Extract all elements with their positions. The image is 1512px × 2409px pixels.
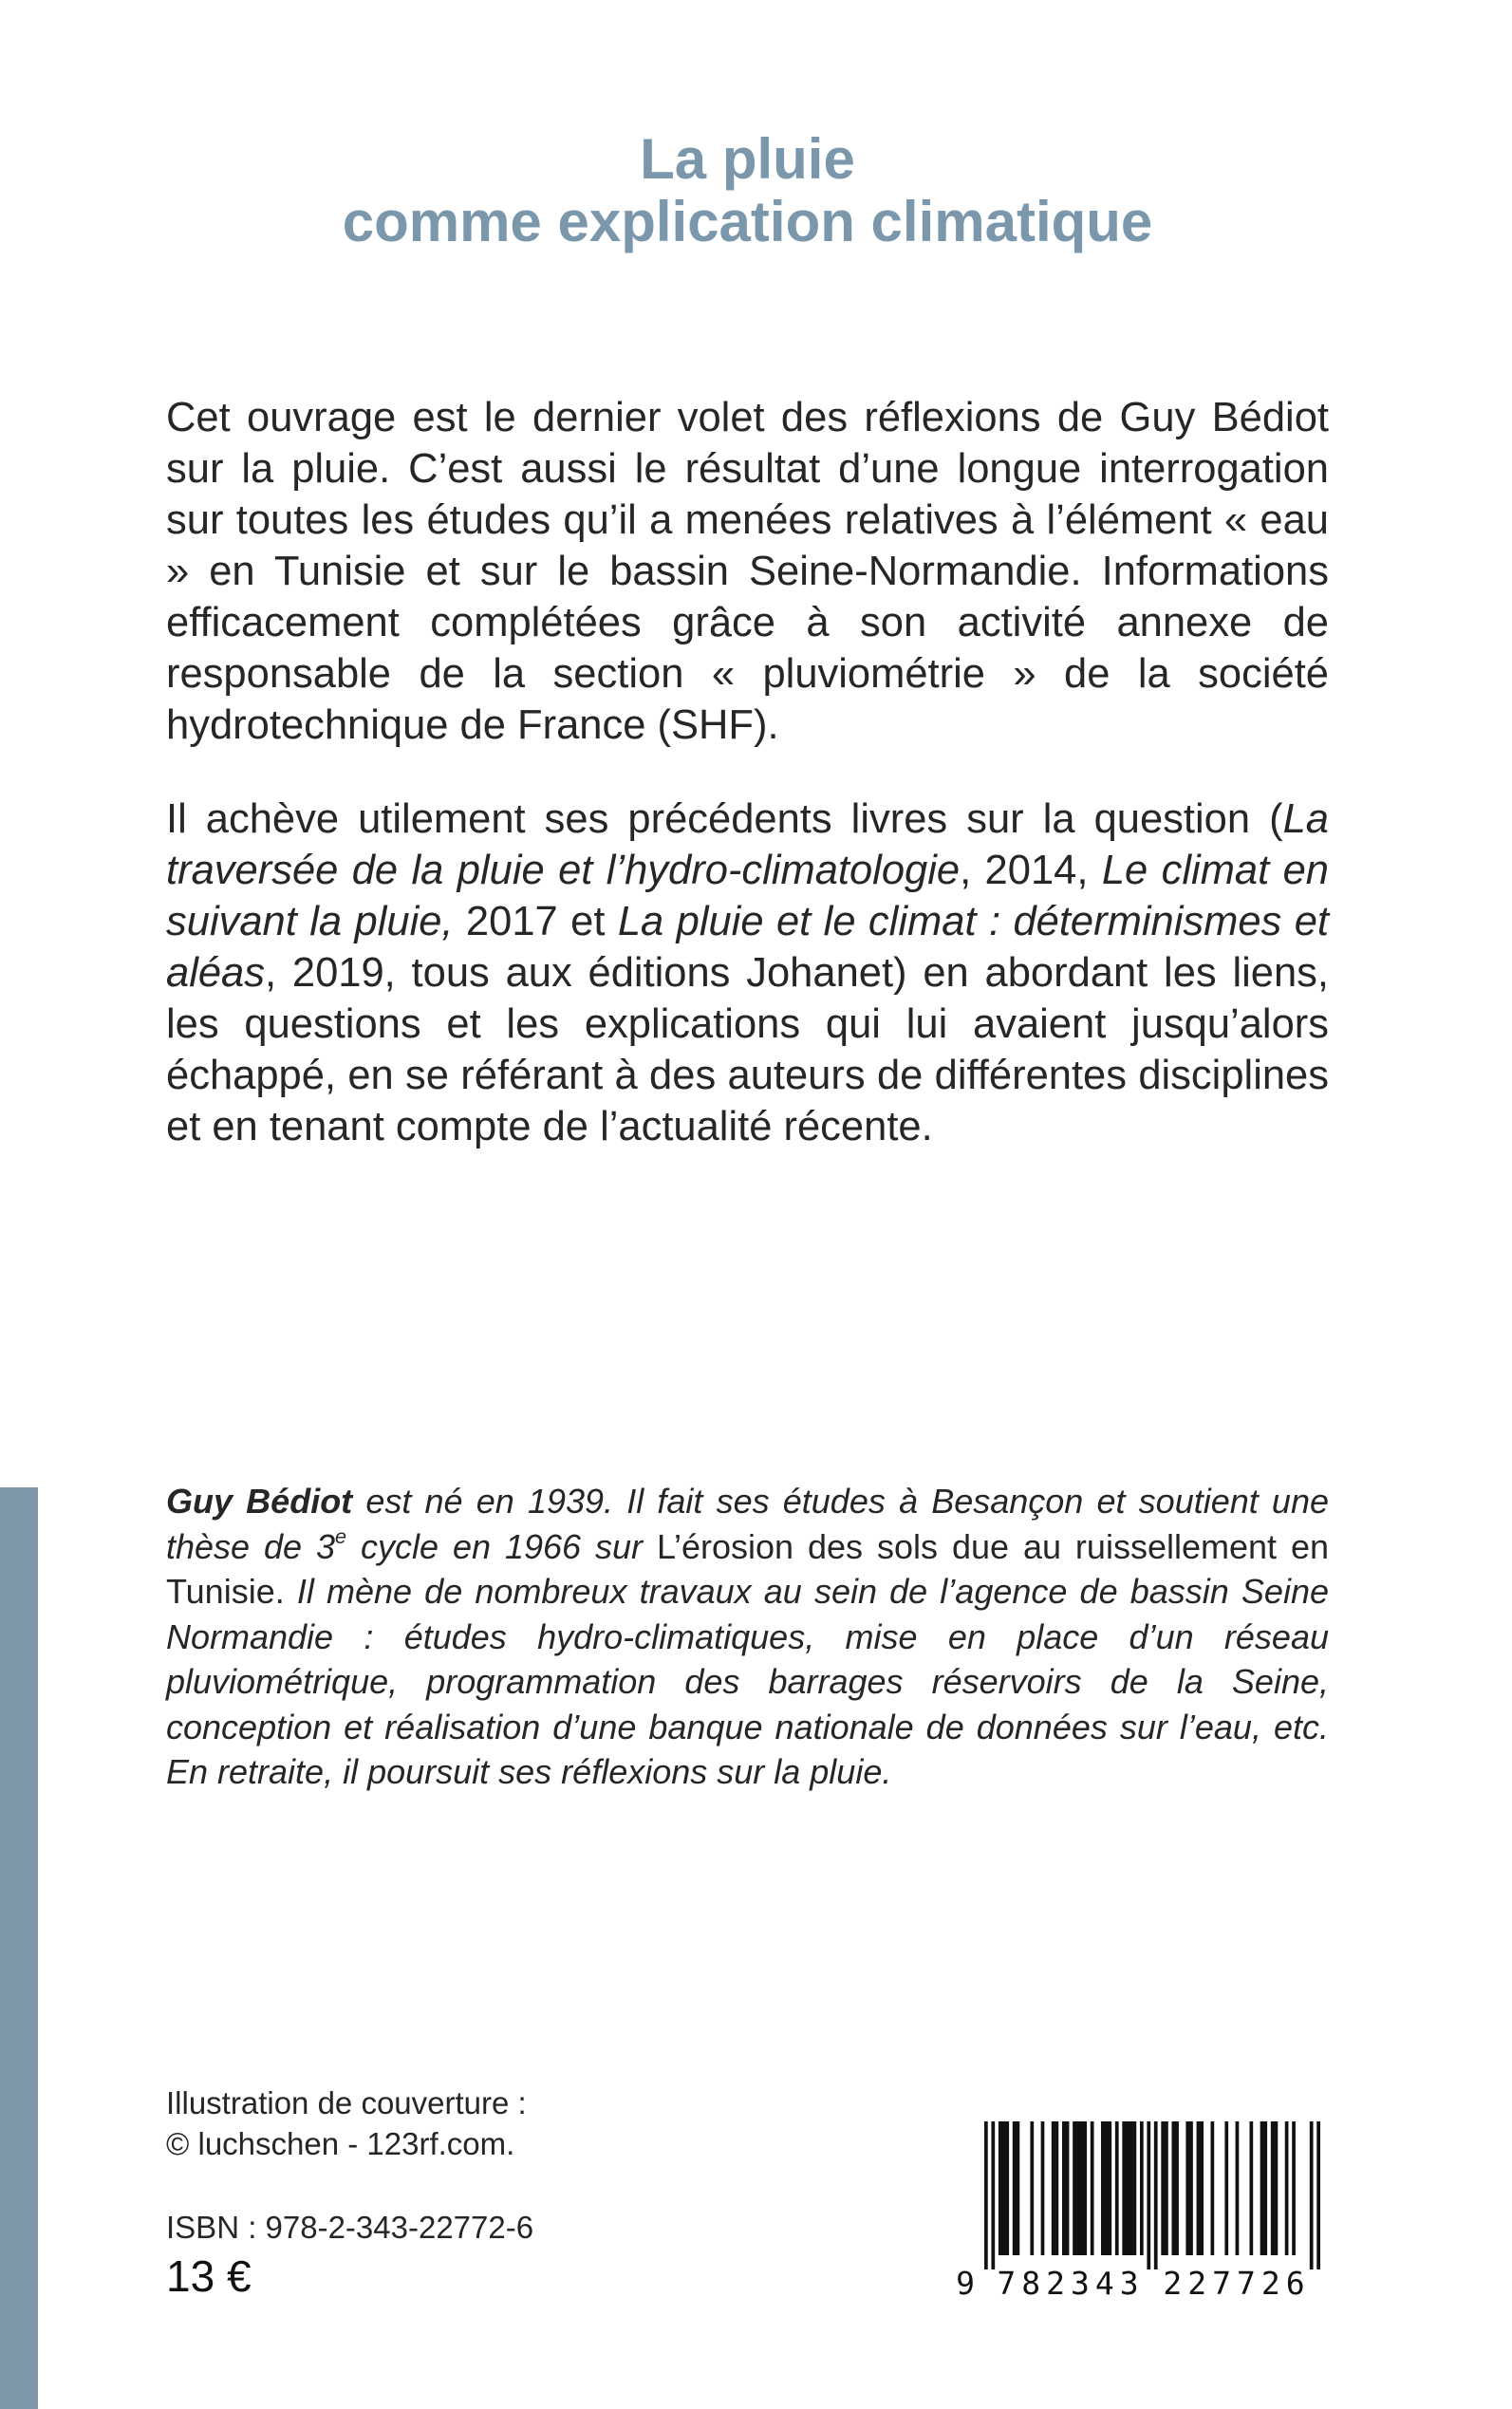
credit-label: Illustration de couverture : [166,2085,527,2120]
book-price: 13 € [166,2251,252,2301]
barcode-bar [1171,2121,1178,2255]
book-summary [166,392,1329,1152]
book-reference-2: Le climat en suivant la pluie, [166,848,1329,944]
barcode-bar [1073,2121,1087,2255]
author-bio [166,1479,1329,1795]
barcode-guard-bar [1154,2121,1158,2269]
barcode-guard-bar [1147,2121,1150,2269]
barcode-bar [999,2121,1009,2255]
barcode-bar [1185,2121,1192,2255]
bio-text: Il mène de nombreux travaux au sein de l’agence de bassin Seine Normandie : études hydro-climatiques, mise en place d’un réseau pluviométrique, programmation des barrages réservoirs de la Seine, conception et réalisation d’une banque nationale de données sur l’eau, etc. En retraite, il poursuit ses réflexions sur la pluie. [166,1572,1329,1791]
book-title [166,128,1329,253]
ordinal-superscript: e [335,1523,347,1548]
book-title-line-2: comme explication climatique [342,190,1153,253]
barcode-guard-bar [1310,2121,1314,2269]
author-name: Guy Bédiot [166,1482,353,1521]
barcode-guard-bar [984,2121,988,2269]
barcode-bar [1249,2121,1253,2255]
barcode-bar [1052,2121,1058,2255]
cover-illustration-credit [166,2082,527,2164]
summary-text: 2017 et [453,899,618,944]
barcode-bar [1122,2121,1136,2255]
barcode-bar [1013,2121,1019,2255]
summary-text: , 2014, [960,848,1102,893]
isbn-number: ISBN : 978-2-343-22772-6 [166,2210,534,2245]
barcode-bar [1030,2121,1034,2255]
barcode-bar [1115,2121,1119,2255]
barcode-bar [1260,2121,1267,2255]
summary-paragraph-1: Cet ouvrage est le dernier volet des réflexions de Guy Bédiot sur la pluie. C’est aussi le résultat d’une longue interrogation sur toutes les études qu’il a menées relatives à l’élément « eau » en Tunisie et sur le bassin Seine-Normandie. Informations efficacement complétées grâce à son activité annexe de responsable de la section « pluviométrie » de la société hydrotechnique de France (SHF). [166,395,1329,748]
book-reference-3: La pluie et le climat : déterminismes et aléas [166,899,1329,996]
barcode-bar [1285,2121,1289,2255]
barcode-bar [1140,2121,1144,2255]
barcode-bar [1161,2121,1167,2255]
barcode-right-digits: 227726 [1163,2265,1311,2302]
summary-paragraph-2 [166,794,1329,1152]
barcode-bar [1271,2121,1278,2255]
barcode-bar [1292,2121,1296,2255]
bio-text: est né en 1939. Il fait ses études à Besançon et soutient une thèse de 3 [166,1482,1329,1566]
book-reference-1: La traversée de la pluie et l’hydro-climatologie [166,796,1329,893]
side-color-bar [0,1487,38,2409]
barcode-left-digits: 782343 [997,2265,1145,2302]
barcode-bars [984,2121,1320,2273]
summary-text: Il achève utilement ses précédents livres sur la question ( [166,796,1283,842]
barcode-bar [1224,2121,1228,2255]
barcode-bar [1062,2121,1069,2255]
bio-text: cycle en 1966 sur [346,1526,657,1566]
barcode-guard-bar [1316,2121,1320,2269]
credit-source: © luchschen - 123rf.com. [166,2126,515,2161]
barcode-bar [1197,2121,1204,2255]
barcode-bar [1101,2121,1111,2255]
barcode-bar [1091,2121,1094,2255]
barcode-guard-bar [991,2121,995,2269]
summary-text: , 2019, tous aux éditions Johanet) en abordant les liens, les questions et les explications qui lui avaient jusqu’alors échappé, en se référant à des auteurs de différentes disciplines et en tenant compte de l’actualité récente. [166,950,1329,1149]
thesis-title: L’érosion des sols due au ruissellement en Tunisie. [166,1526,1330,1611]
barcode-bar [1210,2121,1214,2255]
barcode-first-digit: 9 [956,2265,975,2302]
barcode-bar [1236,2121,1240,2255]
book-title-line-1: La pluie [640,127,855,191]
barcode-bar [1041,2121,1045,2255]
